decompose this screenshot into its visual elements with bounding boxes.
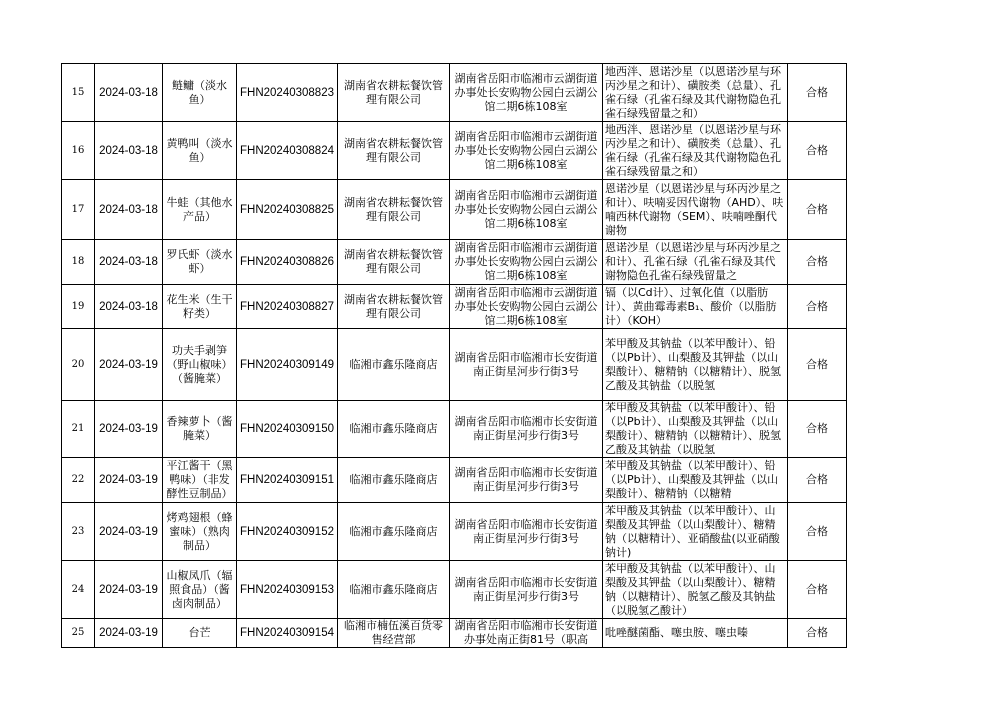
company-address-cell [450,619,603,648]
food-name: 香辣萝卜（酱腌菜） [166,415,233,442]
table-row [62,240,847,285]
sampling-date-cell [95,619,163,648]
inspection-items: 镉（以Cd计）、过氧化值（以脂肪计）、黄曲霉毒素B₁、酸价（以脂肪计）（KOH） [605,285,777,327]
sample-code-cell [237,329,338,401]
company-name: 湖南省农耕耘餐饮管理有限公司 [344,292,443,320]
inspection-items: 地西泮、恩诺沙星（以恩诺沙星与环丙沙星之和计）、磺胺类（总量）、孔雀石绿（孔雀石绿及其代谢物隐色孔雀石绿残留量之和） [605,122,781,178]
inspection-result-cell [788,458,847,503]
inspection-result: 合格 [806,299,828,313]
sampling-date-cell [95,285,163,329]
inspection-result: 合格 [806,473,828,486]
company-address-cell [450,401,603,458]
company-name: 临湘市鑫乐隆商店 [349,357,438,371]
sample-code: FHN20240308823 [240,86,334,99]
row-number: 21 [71,423,85,434]
sampling-date-cell [95,240,163,285]
sample-code-cell [237,240,338,285]
company-name-cell [338,503,450,561]
sampling-date-cell [95,503,163,561]
food-name-cell [163,458,237,503]
food-name: 黄鸭叫（淡水鱼） [166,136,233,164]
sample-code-cell [237,180,338,240]
row-number: 17 [71,203,85,215]
row-number-cell [62,180,95,240]
sampling-date: 2024-03-19 [99,474,158,486]
inspection-result-cell [788,240,847,285]
sample-code-cell [237,458,338,503]
inspection-result-cell [788,561,847,619]
food-name: 台芒 [188,626,211,639]
sampling-date: 2024-03-18 [99,300,158,313]
inspection-results-page [61,63,847,648]
inspection-result: 合格 [806,85,828,99]
company-name-cell [338,285,450,329]
inspection-results-table [61,63,847,648]
sampling-date-cell [95,401,163,458]
food-name-cell [163,122,237,180]
inspection-result: 合格 [806,255,828,268]
row-number: 20 [71,358,85,370]
food-name-cell [163,285,237,329]
inspection-items-cell [603,503,788,561]
table-row [62,64,847,122]
sampling-date: 2024-03-19 [99,423,158,435]
company-name-cell [338,240,450,285]
company-address-cell [450,561,603,619]
row-number: 15 [71,86,85,98]
company-address: 湖南省岳阳市临湘市长安街道南正街星河步行街3号 [454,350,598,378]
inspection-items: 苯甲酸及其钠盐（以苯甲酸计）、铅（以Pb计）、山梨酸及其钾盐（以山梨酸计）、糖精钠（以糖精 [605,459,779,500]
company-name: 临湘市楠伍溪百货零售经营部 [344,619,443,646]
row-number: 18 [71,256,85,267]
company-address-cell [450,64,603,122]
food-name-cell [163,329,237,401]
table-row [62,401,847,458]
company-name: 临湘市鑫乐隆商店 [349,422,438,435]
inspection-items: 苯甲酸及其钠盐（以苯甲酸计）、铅（以Pb计）、山梨酸及其钾盐（以山梨酸计）、糖精钠（以糖精计）、脱氢乙酸及其钠盐（以脱氢 [605,401,781,456]
food-name-cell [163,180,237,240]
row-number: 16 [71,144,85,156]
sampling-date: 2024-03-19 [99,358,158,371]
food-name: 烤鸡翅根（蜂蜜味）（熟肉制品） [166,510,233,552]
sampling-date-cell [95,329,163,401]
inspection-result: 合格 [806,422,828,435]
inspection-items: 地西泮、恩诺沙星（以恩诺沙星与环丙沙星之和计）、磺胺类（总量）、孔雀石绿（孔雀石绿及其代谢物隐色孔雀石绿残留量之和） [605,64,781,120]
company-address-cell [450,240,603,285]
inspection-items-cell [603,561,788,619]
row-number-cell [62,285,95,329]
table-row [62,503,847,561]
company-address-cell [450,458,603,503]
inspection-items-cell [603,180,788,240]
sample-code-cell [237,619,338,648]
food-name: 牛蛙（其他水产品） [166,195,233,223]
inspection-items-cell [603,240,788,285]
sample-code-cell [237,285,338,329]
row-number-cell [62,561,95,619]
row-number-cell [62,240,95,285]
company-name-cell [338,561,450,619]
table-row [62,285,847,329]
sampling-date: 2024-03-18 [99,256,158,268]
sampling-date-cell [95,561,163,619]
sample-code: FHN20240308824 [240,144,334,157]
inspection-items-cell [603,458,788,503]
table-row [62,458,847,503]
company-address-cell [450,122,603,180]
sampling-date: 2024-03-18 [99,144,158,157]
sample-code: FHN20240309150 [240,423,334,435]
company-name-cell [338,64,450,122]
company-address-cell [450,503,603,561]
company-address: 湖南省岳阳市临湘市云湖街道办事处长安购物公园白云湖公馆二期6栋108室 [454,285,598,327]
inspection-result-cell [788,180,847,240]
sampling-date-cell [95,64,163,122]
sampling-date: 2024-03-19 [99,525,158,538]
company-address: 湖南省岳阳市临湘市云湖街道办事处长安购物公园白云湖公馆二期6栋108室 [454,129,598,171]
sample-code: FHN20240309151 [240,474,334,486]
sampling-date: 2024-03-19 [99,583,158,596]
company-name-cell [338,619,450,648]
inspection-items-cell [603,401,788,458]
inspection-items: 苯甲酸及其钠盐（以苯甲酸计）、山梨酸及其钾盐（以山梨酸计）、糖精钠（以糖精计）、亚硝酸盐(以亚硝酸钠计) [605,503,780,559]
inspection-result-cell [788,64,847,122]
table-body [62,64,847,648]
food-name-cell [163,561,237,619]
company-address: 湖南省岳阳市临湘市长安街道办事处南正街81号（职高 [454,619,598,646]
company-name: 湖南省农耕耘餐饮管理有限公司 [344,195,443,223]
inspection-result-cell [788,329,847,401]
company-name: 临湘市鑫乐隆商店 [349,582,438,596]
sampling-date-cell [95,122,163,180]
inspection-items-cell [603,619,788,648]
food-name-cell [163,240,237,285]
inspection-result: 合格 [806,626,828,639]
inspection-items: 恩诺沙星（以恩诺沙星与环丙沙星之和计）、孔雀石绿（孔雀石绿及其代谢物隐色孔雀石绿残留量之 [605,241,781,282]
company-name: 湖南省农耕耘餐饮管理有限公司 [344,248,443,275]
inspection-result: 合格 [806,357,828,371]
company-address: 湖南省岳阳市临湘市长安街道南正街星河步行街3号 [454,415,598,442]
sampling-date-cell [95,458,163,503]
row-number: 22 [71,474,85,485]
company-address-cell [450,180,603,240]
company-name-cell [338,122,450,180]
row-number: 23 [71,525,85,537]
company-address: 湖南省岳阳市临湘市长安街道南正街星河步行街3号 [454,575,598,603]
sampling-date: 2024-03-19 [99,627,158,639]
company-name-cell [338,401,450,458]
inspection-items-cell [603,64,788,122]
sampling-date: 2024-03-18 [99,86,158,99]
sample-code: FHN20240308827 [240,300,334,313]
row-number-cell [62,619,95,648]
table-row [62,619,847,648]
sampling-date: 2024-03-18 [99,203,158,216]
company-address: 湖南省岳阳市临湘市长安街道南正街星河步行街3号 [454,466,598,493]
sample-code: FHN20240309154 [240,627,334,639]
company-address: 湖南省岳阳市临湘市长安街道南正街星河步行街3号 [454,517,598,545]
company-name-cell [338,180,450,240]
inspection-items-cell [603,329,788,401]
table-row [62,329,847,401]
food-name-cell [163,619,237,648]
company-address-cell [450,285,603,329]
table-row [62,180,847,240]
sample-code: FHN20240308826 [240,256,334,268]
inspection-result-cell [788,285,847,329]
sample-code-cell [237,64,338,122]
food-name: 花生米（生干籽类） [166,292,233,320]
inspection-items: 恩诺沙星（以恩诺沙星与环丙沙星之和计）、呋喃妥因代谢物（AHD）、呋喃西林代谢物（SEM）、呋喃唑酮代谢物 [605,181,784,237]
row-number: 25 [71,627,85,638]
food-name-cell [163,401,237,458]
company-address: 湖南省岳阳市临湘市云湖街道办事处长安购物公园白云湖公馆二期6栋108室 [454,188,598,230]
food-name: 鲢鳙（淡水鱼） [172,78,227,106]
table-row [62,561,847,619]
food-name: 平江酱干（黑鸭味）（非发酵性豆制品） [166,459,233,500]
inspection-items: 吡唑醚菌酯、噻虫胺、噻虫嗪 [605,626,748,639]
company-name-cell [338,458,450,503]
inspection-result-cell [788,401,847,458]
company-address: 湖南省岳阳市临湘市云湖街道办事处长安购物公园白云湖公馆二期6栋108室 [454,71,598,113]
sample-code-cell [237,503,338,561]
sample-code: FHN20240309153 [240,583,334,596]
inspection-result: 合格 [806,524,828,538]
food-name-cell [163,503,237,561]
inspection-result-cell [788,619,847,648]
food-name-cell [163,64,237,122]
row-number-cell [62,458,95,503]
row-number-cell [62,503,95,561]
company-name: 湖南省农耕耘餐饮管理有限公司 [344,136,443,164]
sample-code: FHN20240309149 [240,358,334,371]
sample-code: FHN20240309152 [240,525,334,538]
sample-code-cell [237,561,338,619]
row-number-cell [62,64,95,122]
company-name: 临湘市鑫乐隆商店 [349,473,438,486]
sample-code-cell [237,122,338,180]
inspection-items-cell [603,122,788,180]
inspection-result: 合格 [806,582,828,596]
row-number: 19 [71,300,85,312]
table-row [62,122,847,180]
row-number-cell [62,401,95,458]
sample-code: FHN20240308825 [240,203,334,216]
company-name: 湖南省农耕耘餐饮管理有限公司 [344,78,443,106]
food-name: 功夫手剥笋（野山椒味）（酱腌菜） [166,343,233,385]
row-number-cell [62,122,95,180]
inspection-result-cell [788,122,847,180]
company-address: 湖南省岳阳市临湘市云湖街道办事处长安购物公园白云湖公馆二期6栋108室 [454,241,598,282]
company-address-cell [450,329,603,401]
company-name: 临湘市鑫乐隆商店 [349,524,438,538]
row-number-cell [62,329,95,401]
inspection-items: 苯甲酸及其钠盐（以苯甲酸计）、铅（以Pb计）、山梨酸及其钾盐（以山梨酸计）、糖精钠（以糖精计）、脱氢乙酸及其钠盐（以脱氢 [605,336,781,392]
food-name: 罗氏虾（淡水虾） [166,248,233,275]
company-name-cell [338,329,450,401]
inspection-items: 苯甲酸及其钠盐（以苯甲酸计）、山梨酸及其钾盐（以山梨酸计）、糖精钠（以糖精计）、脱氢乙酸及其钠盐（以脱氢乙酸计） [605,561,776,617]
row-number: 24 [71,583,85,595]
inspection-result: 合格 [806,202,828,216]
sample-code-cell [237,401,338,458]
sampling-date-cell [95,180,163,240]
inspection-result: 合格 [806,143,828,157]
inspection-result-cell [788,503,847,561]
food-name: 山椒凤爪（辐照食品）（酱卤肉制品） [166,568,233,610]
inspection-items-cell [603,285,788,329]
